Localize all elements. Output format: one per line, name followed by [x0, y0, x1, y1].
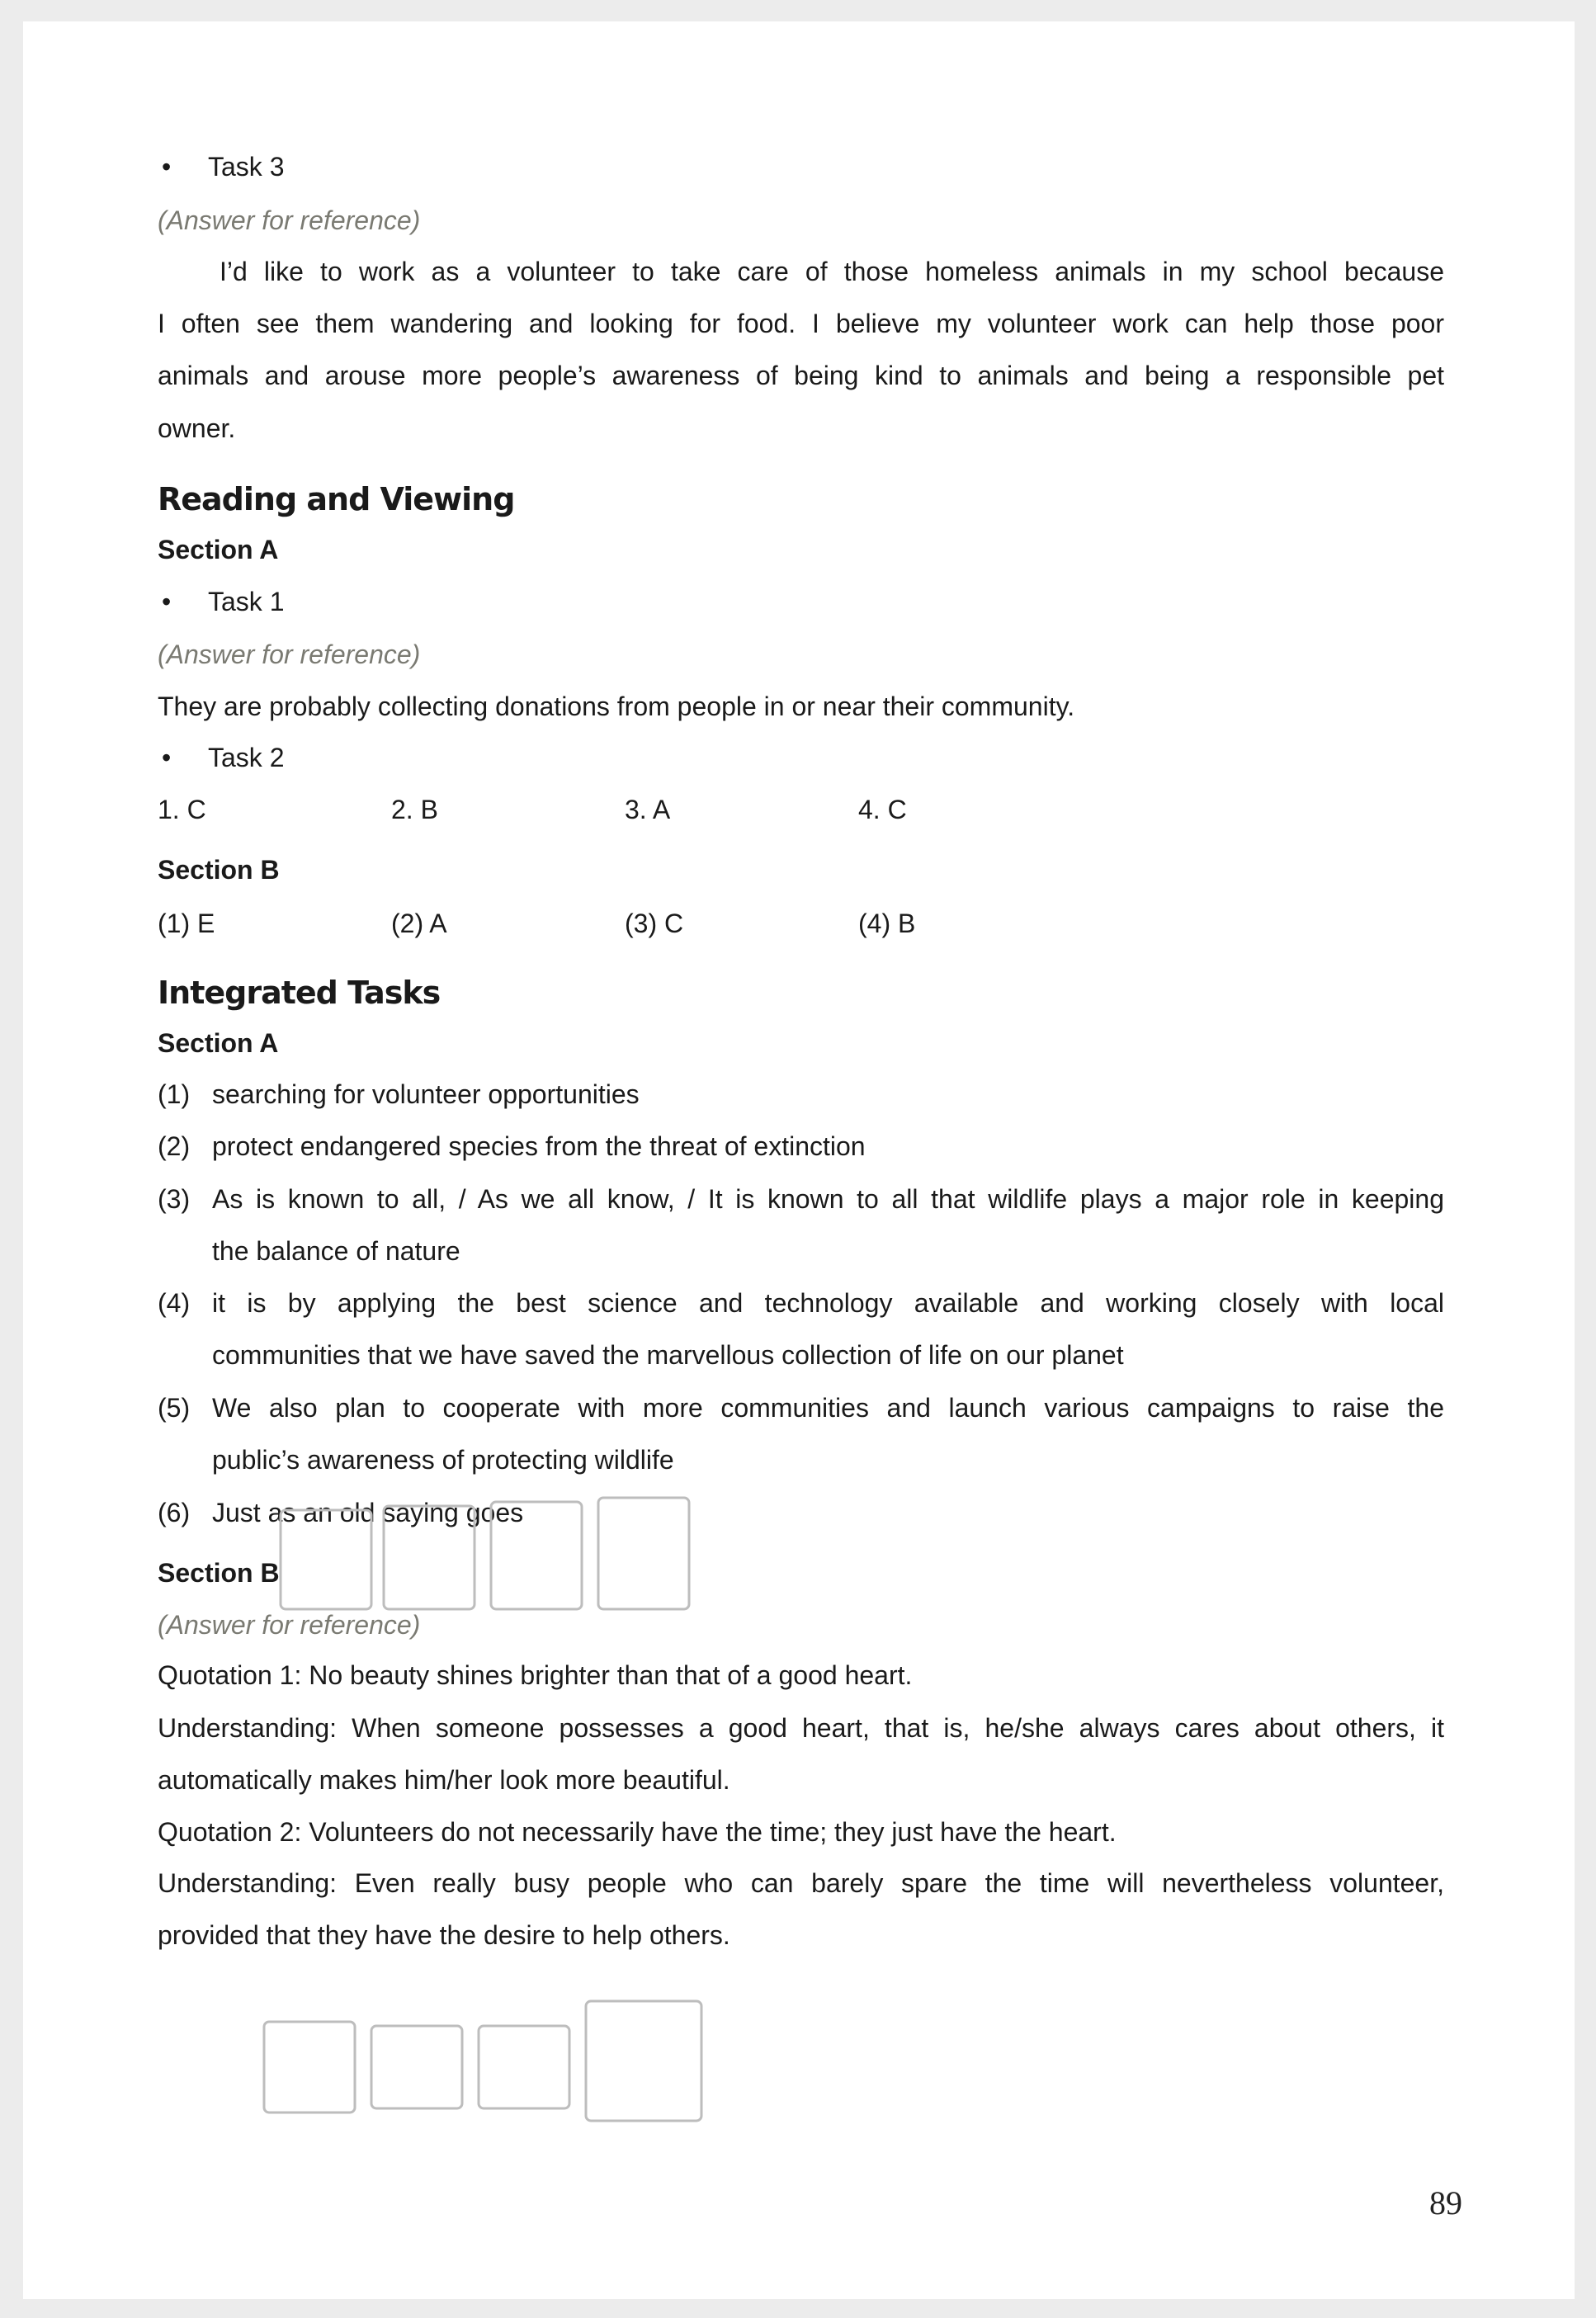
task-label: Task 2	[208, 743, 285, 772]
task-2-label	[162, 732, 1448, 784]
bullet-icon: •	[162, 152, 172, 182]
item-text: We also plan to cooperate with more communities and launch various campaigns to raise the	[212, 1393, 1444, 1423]
section-b-answer: (1) E	[158, 909, 215, 938]
task-3-label	[162, 141, 1448, 193]
item-text: searching for volunteer opportunities	[212, 1079, 640, 1109]
paragraph-line: animals and arouse more people’s awareness of being kind to animals and being a responsible pet	[158, 361, 1444, 390]
task-label: Task 3	[208, 152, 285, 182]
watermark-logo	[256, 1997, 718, 2129]
quotation-2: Quotation 2: Volunteers do not necessarily have the time; they just have the heart.	[158, 1817, 1117, 1847]
task-1-answer: They are probably collecting donations from people in or near their community.	[158, 692, 1075, 721]
answer-note: (Answer for reference)	[158, 640, 421, 669]
task-2-answer: 1. C	[158, 795, 206, 824]
understanding-1-line: automatically makes him/her look more beautiful.	[158, 1765, 730, 1795]
item-number: (1)	[158, 1079, 191, 1109]
section-b-title: Section B	[158, 1558, 280, 1588]
section-b-answer: (2) A	[391, 909, 447, 938]
page-number: 89	[1429, 2184, 1462, 2221]
paragraph-line: I’d like to work as a volunteer to take care of those homeless animals in my school because	[220, 257, 1444, 286]
item-text: the balance of nature	[212, 1236, 460, 1266]
item-text: communities that we have saved the marvellous collection of life on our planet	[212, 1340, 1124, 1370]
understanding-2-line: provided that they have the desire to help others.	[158, 1920, 730, 1950]
item-text: Just as an old saying goes	[212, 1498, 524, 1527]
item-text: protect endangered species from the threat of extinction	[212, 1131, 866, 1161]
item-number: (2)	[158, 1131, 191, 1161]
item-text: it is by applying the best science and technology available and working closely with local	[212, 1288, 1444, 1318]
item-number: (4)	[158, 1288, 191, 1318]
item-number: (3)	[158, 1184, 191, 1214]
item-number: (6)	[158, 1498, 191, 1527]
section-b-answer: (3) C	[625, 909, 684, 938]
task-label: Task 1	[208, 587, 285, 616]
task-1-label	[162, 576, 1448, 628]
understanding-2-line: Understanding: Even really busy people who can barely spare the time will nevertheless volunteer,	[158, 1868, 1444, 1898]
item-text: As is known to all, / As we all know, / It is known to all that wildlife plays a major role in keeping	[212, 1184, 1444, 1214]
item-number: (5)	[158, 1393, 191, 1423]
section-a-title: Section A	[158, 535, 279, 564]
task-2-answer: 4. C	[858, 795, 907, 824]
bullet-icon: •	[162, 587, 172, 616]
task-2-answer: 2. B	[391, 795, 438, 824]
task-2-answer: 3. A	[625, 795, 671, 824]
answer-note: (Answer for reference)	[158, 205, 421, 235]
watermark-logo	[272, 1494, 701, 1617]
answer-note: (Answer for reference)	[158, 1610, 421, 1640]
understanding-1-line: Understanding: When someone possesses a good heart, that is, he/she always cares about others, it	[158, 1713, 1444, 1743]
paragraph-line: owner.	[158, 413, 236, 443]
section-b-title: Section B	[158, 855, 280, 885]
item-text: public’s awareness of protecting wildlife	[212, 1445, 674, 1475]
quotation-1: Quotation 1: No beauty shines brighter than that of a good heart.	[158, 1660, 913, 1690]
reading-heading: Reading and Viewing	[158, 481, 515, 517]
section-b-answer: (4) B	[858, 909, 916, 938]
paragraph-line: I often see them wandering and looking for food. I believe my volunteer work can help those poor	[158, 309, 1444, 338]
integrated-heading: Integrated Tasks	[158, 975, 441, 1011]
section-a-title: Section A	[158, 1028, 279, 1058]
bullet-icon: •	[162, 743, 172, 772]
